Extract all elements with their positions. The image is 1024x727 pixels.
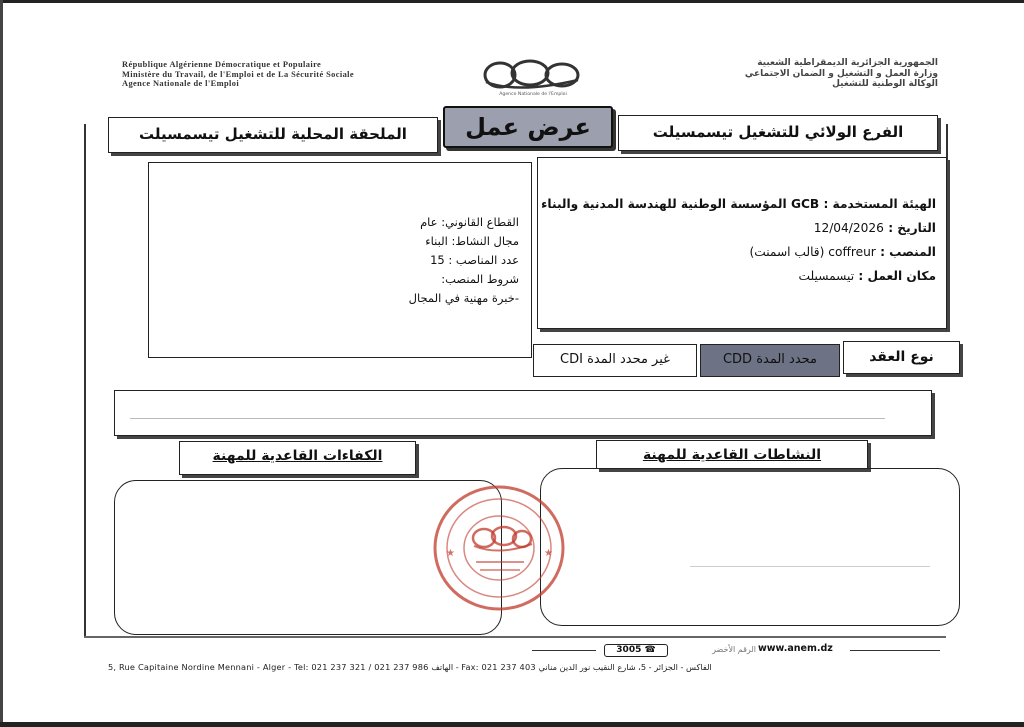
positions-count: عدد المناصب : 15 xyxy=(430,253,519,267)
left-info-box xyxy=(148,162,532,358)
green-number-badge: 3005 ☎ xyxy=(604,644,668,657)
page-edge-left xyxy=(0,0,3,727)
ar-line-republic: الجمهورية الجزائرية الديمقراطية الشعبية xyxy=(757,58,938,68)
cdi-label: غير محدد المدة CDI xyxy=(560,352,670,367)
contract-type-label: نوع العقد xyxy=(869,349,934,365)
workplace-label: مكان العمل : xyxy=(858,269,936,283)
ar-line-ministry: وزارة العمل و التشغيل و الضمان الاجتماعي xyxy=(744,68,938,79)
right-info-box xyxy=(537,157,947,329)
date-row xyxy=(541,216,936,240)
position-value: coffreur (قالب اسمنت) xyxy=(749,245,876,259)
wilaya-agency-box xyxy=(618,115,938,151)
ar-line-agency: الوكالة الوطنية للتشغيل xyxy=(832,79,938,89)
employer-label: الهيئة المستخدمة : xyxy=(823,197,936,211)
skills-label: الكفاءات القاعدية للمهنة xyxy=(212,448,383,464)
skills-label-box xyxy=(179,441,416,475)
contract-option-cdd xyxy=(700,344,840,377)
fr-line-agency: Agence Nationale de l'Emploi xyxy=(122,79,240,89)
official-stamp-icon xyxy=(432,484,566,612)
local-agency-label: الملحقة المحلية للتشغيل تيسمسيلت xyxy=(139,125,407,143)
footer-address: 5, Rue Capitaine Nordine Mennani - Alger - Tel: 021 237 321 / 021 237 986 الهاتف - Fax: 021 237 403 الفاكس - الجزائر - 5، شارع النقيب نور الدين مناني xyxy=(108,662,712,672)
notes-box xyxy=(114,390,932,436)
outer-frame-left xyxy=(84,124,86,638)
workplace-row xyxy=(541,264,936,288)
green-number-label: الرقم الأخضر xyxy=(712,645,756,654)
page-edge-top xyxy=(0,0,1024,3)
activity-field: مجال النشاط: البناء xyxy=(425,234,519,248)
website-link[interactable]: www.anem.dz xyxy=(758,643,833,654)
activities-faint-line xyxy=(690,566,930,567)
position-row xyxy=(541,240,936,264)
position-label: المنصب : xyxy=(880,245,936,259)
french-letterhead xyxy=(122,60,452,89)
legal-sector: القطاع القانوني: عام xyxy=(420,215,519,229)
outer-frame-bottom xyxy=(84,636,946,638)
fr-line-republic: République Algérienne Démocratique et Populaire xyxy=(122,60,322,69)
cdd-label: محدد المدة CDD xyxy=(722,352,818,367)
notes-line xyxy=(130,418,885,419)
contract-type-label-box xyxy=(843,341,960,374)
logo-caption: Agence Nationale de l'Emploi xyxy=(499,92,567,97)
footer-rule-left xyxy=(532,650,596,651)
local-agency-box xyxy=(108,117,438,153)
conditions-label: شروط المنصب: xyxy=(441,272,519,286)
page-edge-bottom xyxy=(0,722,1024,727)
employer-value: GCB المؤسسة الوطنية للهندسة المدنية والبناء xyxy=(541,197,820,211)
arabic-letterhead xyxy=(608,58,938,90)
date-label: التاريخ : xyxy=(888,221,936,235)
page-title: عرض عمل xyxy=(465,113,591,141)
footer-rule-right xyxy=(850,650,940,651)
condition-item: -خبرة مهنية في المجال xyxy=(408,291,519,305)
employer-row xyxy=(541,192,936,216)
workplace-value: تيسمسيلت xyxy=(798,269,855,283)
contract-option-cdi xyxy=(533,344,697,377)
activities-box xyxy=(540,468,960,626)
activities-label-box xyxy=(596,440,868,469)
svg-text:★: ★ xyxy=(446,548,455,559)
wilaya-agency-label: الفرع الولائي للتشغيل تيسمسيلت xyxy=(652,123,904,141)
fr-line-ministry: Ministère du Travail, de l'Emploi et de La Sécurité Sociale xyxy=(122,69,355,79)
date-value: 12/04/2026 xyxy=(813,221,884,235)
svg-text:★: ★ xyxy=(544,548,553,559)
activities-label: النشاطات القاعدية للمهنة xyxy=(642,447,822,463)
job-offer-title-box xyxy=(443,106,613,148)
